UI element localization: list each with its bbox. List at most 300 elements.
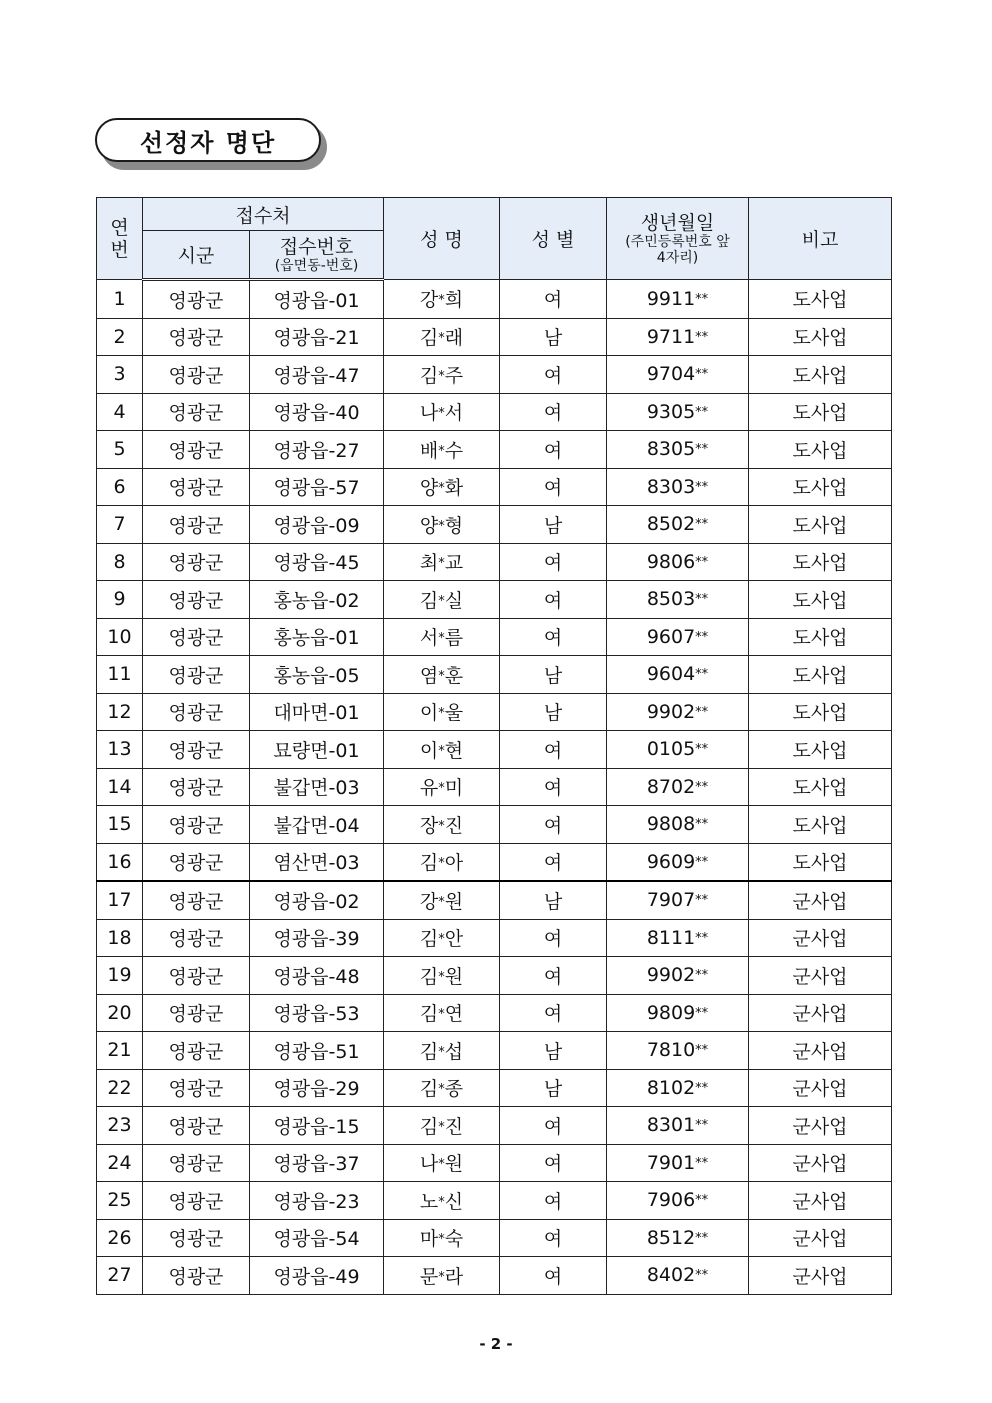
- name-first: 김: [419, 327, 439, 350]
- table-row: [97, 731, 892, 769]
- table-row: [97, 1144, 892, 1182]
- header-reception-group: 접수처: [143, 198, 384, 231]
- cell-reception-no: 불갑면-03: [250, 768, 384, 806]
- name-mask: *: [438, 481, 445, 497]
- birth-digits: 9704: [646, 363, 696, 386]
- birth-mask: **: [695, 817, 709, 833]
- table-row: [97, 318, 892, 356]
- name-last: 훈: [444, 664, 464, 687]
- cell-name: [384, 881, 500, 919]
- name-last: 안: [444, 928, 464, 951]
- birth-mask: **: [695, 367, 709, 383]
- cell-birth: [607, 581, 749, 619]
- name-first: 장: [419, 814, 439, 837]
- cell-gender: 남: [500, 506, 607, 544]
- birth-digits: 7810: [646, 1039, 696, 1062]
- cell-seq: 21: [97, 1032, 143, 1070]
- name-mask: *: [438, 1119, 445, 1135]
- cell-name: [384, 431, 500, 469]
- cell-birth: [607, 1182, 749, 1220]
- cell-gender: 남: [500, 1032, 607, 1070]
- birth-mask: **: [695, 930, 709, 946]
- birth-mask: **: [695, 629, 709, 645]
- birth-mask: **: [695, 1268, 709, 1284]
- cell-city-county: 영광군: [143, 693, 250, 731]
- birth-digits: 8502: [646, 513, 696, 536]
- cell-seq: 15: [97, 806, 143, 844]
- header-note: 비고: [749, 198, 892, 280]
- cell-gender: 여: [500, 768, 607, 806]
- page-number: - 2 -: [479, 1335, 513, 1353]
- cell-reception-no: 영광읍-21: [250, 318, 384, 356]
- birth-mask: **: [695, 854, 709, 870]
- name-last: 종: [444, 1078, 464, 1101]
- name-first: 김: [419, 1040, 439, 1063]
- cell-name: [384, 1219, 500, 1257]
- header-reception-no-label: 접수번호: [279, 235, 354, 258]
- cell-gender: 남: [500, 656, 607, 694]
- birth-mask: **: [695, 742, 709, 758]
- header-seq-line1: 연: [110, 216, 129, 239]
- header-reception-no: [250, 231, 384, 280]
- birth-digits: 7901: [646, 1151, 696, 1174]
- birth-digits: 9809: [646, 1001, 696, 1024]
- cell-seq: 26: [97, 1219, 143, 1257]
- birth-mask: **: [695, 1230, 709, 1246]
- header-name: 성 명: [384, 198, 500, 280]
- cell-note: 군사업: [749, 957, 892, 995]
- cell-gender: 남: [500, 318, 607, 356]
- cell-birth: [607, 656, 749, 694]
- cell-name: [384, 656, 500, 694]
- cell-reception-no: 영광읍-54: [250, 1219, 384, 1257]
- name-last: 현: [444, 739, 464, 762]
- name-last: 희: [444, 289, 464, 312]
- page-title: 선정자 명단: [95, 118, 321, 162]
- cell-city-county: 영광군: [143, 431, 250, 469]
- cell-city-county: 영광군: [143, 768, 250, 806]
- birth-mask: **: [695, 1193, 709, 1209]
- cell-birth: [607, 1069, 749, 1107]
- cell-seq: 11: [97, 656, 143, 694]
- cell-gender: 여: [500, 1219, 607, 1257]
- name-mask: *: [438, 331, 445, 347]
- selection-roster-table: [96, 197, 892, 1295]
- birth-digits: 9806: [646, 550, 696, 573]
- cell-seq: 23: [97, 1107, 143, 1145]
- header-birth: [607, 198, 749, 280]
- cell-reception-no: 영광읍-47: [250, 356, 384, 394]
- cell-gender: 여: [500, 1182, 607, 1220]
- birth-digits: 8512: [646, 1226, 696, 1249]
- table-row: [97, 543, 892, 581]
- table-row: [97, 393, 892, 431]
- cell-name: [384, 581, 500, 619]
- cell-note: 도사업: [749, 768, 892, 806]
- name-last: 진: [444, 1115, 464, 1138]
- name-last: 울: [444, 702, 464, 725]
- cell-birth: [607, 468, 749, 506]
- table-body: [97, 280, 892, 1295]
- birth-digits: 9911: [646, 287, 696, 310]
- name-last: 주: [444, 364, 464, 387]
- birth-mask: **: [695, 968, 709, 984]
- name-mask: *: [438, 969, 445, 985]
- cell-city-county: 영광군: [143, 881, 250, 919]
- birth-mask: **: [695, 779, 709, 795]
- cell-birth: [607, 919, 749, 957]
- cell-city-county: 영광군: [143, 656, 250, 694]
- cell-city-county: 영광군: [143, 1219, 250, 1257]
- birth-digits: 8301: [646, 1114, 696, 1137]
- birth-mask: **: [695, 329, 709, 345]
- cell-reception-no: 불갑면-04: [250, 806, 384, 844]
- cell-note: 군사업: [749, 1182, 892, 1220]
- name-mask: *: [438, 1044, 445, 1060]
- cell-city-county: 영광군: [143, 806, 250, 844]
- cell-name: [384, 731, 500, 769]
- table-row: [97, 1219, 892, 1257]
- name-first: 유: [419, 777, 439, 800]
- cell-seq: 5: [97, 431, 143, 469]
- cell-name: [384, 1182, 500, 1220]
- cell-note: 도사업: [749, 468, 892, 506]
- name-first: 이: [419, 739, 439, 762]
- cell-note: 도사업: [749, 318, 892, 356]
- cell-birth: [607, 957, 749, 995]
- cell-name: [384, 1032, 500, 1070]
- name-mask: *: [438, 631, 445, 647]
- cell-seq: 14: [97, 768, 143, 806]
- cell-birth: [607, 1144, 749, 1182]
- cell-note: 군사업: [749, 994, 892, 1032]
- header-gender: 성 별: [500, 198, 607, 280]
- name-first: 강: [419, 289, 439, 312]
- name-first: 양: [419, 514, 439, 537]
- name-first: 나: [419, 402, 439, 425]
- cell-seq: 19: [97, 957, 143, 995]
- cell-seq: 25: [97, 1182, 143, 1220]
- cell-city-county: 영광군: [143, 1144, 250, 1182]
- cell-name: [384, 768, 500, 806]
- cell-gender: 여: [500, 581, 607, 619]
- name-mask: *: [438, 668, 445, 684]
- cell-city-county: 영광군: [143, 994, 250, 1032]
- table-row: [97, 506, 892, 544]
- table-row: [97, 806, 892, 844]
- birth-digits: 8102: [646, 1076, 696, 1099]
- header-birth-label: 생년월일: [640, 211, 715, 234]
- table-row: [97, 693, 892, 731]
- cell-birth: [607, 768, 749, 806]
- cell-name: [384, 543, 500, 581]
- cell-gender: 여: [500, 1107, 607, 1145]
- cell-gender: 여: [500, 543, 607, 581]
- cell-name: [384, 618, 500, 656]
- name-first: 김: [419, 852, 439, 875]
- cell-gender: 남: [500, 693, 607, 731]
- name-first: 노: [419, 1190, 439, 1213]
- cell-birth: [607, 881, 749, 919]
- cell-name: [384, 1107, 500, 1145]
- cell-gender: 여: [500, 806, 607, 844]
- cell-seq: 16: [97, 843, 143, 881]
- cell-gender: 여: [500, 356, 607, 394]
- birth-mask: **: [695, 291, 709, 307]
- cell-city-county: 영광군: [143, 280, 250, 319]
- birth-mask: **: [695, 1118, 709, 1134]
- name-last: 름: [444, 627, 464, 650]
- name-last: 미: [444, 777, 464, 800]
- cell-note: 군사업: [749, 1032, 892, 1070]
- cell-seq: 27: [97, 1257, 143, 1295]
- cell-birth: [607, 506, 749, 544]
- birth-mask: **: [695, 479, 709, 495]
- cell-reception-no: 영광읍-27: [250, 431, 384, 469]
- name-mask: *: [438, 518, 445, 534]
- table-row: [97, 1182, 892, 1220]
- cell-reception-no: 영광읍-29: [250, 1069, 384, 1107]
- birth-mask: **: [695, 1080, 709, 1096]
- table-row: [97, 843, 892, 881]
- birth-digits: 8303: [646, 475, 696, 498]
- cell-city-county: 영광군: [143, 581, 250, 619]
- name-mask: *: [438, 1194, 445, 1210]
- cell-birth: [607, 393, 749, 431]
- cell-reception-no: 염산면-03: [250, 843, 384, 881]
- table-row: [97, 1107, 892, 1145]
- cell-seq: 10: [97, 618, 143, 656]
- birth-mask: **: [695, 893, 709, 909]
- header-seq-line2: 번: [110, 238, 129, 261]
- cell-reception-no: 영광읍-49: [250, 1257, 384, 1295]
- cell-name: [384, 957, 500, 995]
- cell-seq: 2: [97, 318, 143, 356]
- cell-note: 도사업: [749, 506, 892, 544]
- name-first: 김: [419, 928, 439, 951]
- table-row: [97, 280, 892, 319]
- cell-reception-no: 대마면-01: [250, 693, 384, 731]
- name-first: 나: [419, 1153, 439, 1176]
- table-row: [97, 1069, 892, 1107]
- table-row: [97, 881, 892, 919]
- cell-seq: 17: [97, 881, 143, 919]
- birth-digits: 8503: [646, 588, 696, 611]
- cell-name: [384, 919, 500, 957]
- cell-city-county: 영광군: [143, 506, 250, 544]
- cell-birth: [607, 618, 749, 656]
- cell-birth: [607, 1257, 749, 1295]
- birth-mask: **: [695, 554, 709, 570]
- cell-reception-no: 영광읍-45: [250, 543, 384, 581]
- table-row: [97, 581, 892, 619]
- cell-gender: 여: [500, 280, 607, 319]
- birth-digits: 0105: [646, 738, 696, 761]
- cell-reception-no: 영광읍-39: [250, 919, 384, 957]
- cell-city-county: 영광군: [143, 957, 250, 995]
- cell-note: 도사업: [749, 731, 892, 769]
- name-last: 숙: [444, 1228, 464, 1251]
- cell-city-county: 영광군: [143, 731, 250, 769]
- cell-note: 도사업: [749, 693, 892, 731]
- name-mask: *: [438, 1269, 445, 1285]
- name-last: 연: [444, 1003, 464, 1026]
- cell-note: 군사업: [749, 1257, 892, 1295]
- header-birth-sub-1: (주민등록번호 앞: [625, 233, 730, 250]
- name-mask: *: [438, 368, 445, 384]
- name-first: 양: [419, 477, 439, 500]
- cell-birth: [607, 318, 749, 356]
- cell-reception-no: 영광읍-01: [250, 280, 384, 319]
- birth-digits: 8111: [646, 926, 696, 949]
- header-city-county: 시군: [143, 231, 250, 280]
- birth-digits: 9305: [646, 400, 696, 423]
- birth-digits: 9808: [646, 813, 696, 836]
- name-mask: *: [438, 856, 445, 872]
- name-mask: *: [438, 1007, 445, 1023]
- cell-name: [384, 280, 500, 319]
- table-row: [97, 656, 892, 694]
- cell-reception-no: 영광읍-48: [250, 957, 384, 995]
- table-row: [97, 957, 892, 995]
- cell-reception-no: 영광읍-57: [250, 468, 384, 506]
- name-first: 김: [419, 1115, 439, 1138]
- cell-city-county: 영광군: [143, 843, 250, 881]
- table-row: [97, 468, 892, 506]
- cell-name: [384, 1144, 500, 1182]
- cell-name: [384, 318, 500, 356]
- name-last: 섭: [444, 1040, 464, 1063]
- birth-digits: 7907: [646, 889, 696, 912]
- birth-digits: 7906: [646, 1189, 696, 1212]
- name-last: 원: [444, 890, 464, 913]
- birth-digits: 8305: [646, 438, 696, 461]
- name-mask: *: [438, 593, 445, 609]
- name-first: 김: [419, 364, 439, 387]
- cell-name: [384, 1257, 500, 1295]
- cell-gender: 여: [500, 431, 607, 469]
- name-mask: *: [438, 406, 445, 422]
- cell-note: 군사업: [749, 1107, 892, 1145]
- name-last: 원: [444, 965, 464, 988]
- cell-gender: 여: [500, 919, 607, 957]
- birth-mask: **: [695, 1043, 709, 1059]
- cell-gender: 여: [500, 1257, 607, 1295]
- name-mask: *: [438, 1082, 445, 1098]
- name-mask: *: [438, 556, 445, 572]
- cell-reception-no: 영광읍-53: [250, 994, 384, 1032]
- birth-digits: 9607: [646, 625, 696, 648]
- name-last: 수: [444, 439, 464, 462]
- cell-note: 도사업: [749, 656, 892, 694]
- cell-seq: 4: [97, 393, 143, 431]
- cell-city-county: 영광군: [143, 468, 250, 506]
- table-row: [97, 431, 892, 469]
- birth-digits: 9902: [646, 964, 696, 987]
- cell-reception-no: 영광읍-37: [250, 1144, 384, 1182]
- table-row: [97, 618, 892, 656]
- cell-seq: 12: [97, 693, 143, 731]
- cell-name: [384, 693, 500, 731]
- birth-mask: **: [695, 704, 709, 720]
- name-mask: *: [438, 706, 445, 722]
- cell-name: [384, 506, 500, 544]
- cell-note: 도사업: [749, 843, 892, 881]
- birth-digits: 9604: [646, 663, 696, 686]
- birth-mask: **: [695, 1155, 709, 1171]
- cell-birth: [607, 1107, 749, 1145]
- cell-name: [384, 468, 500, 506]
- header-seq: [97, 198, 143, 280]
- name-first: 이: [419, 702, 439, 725]
- cell-birth: [607, 843, 749, 881]
- cell-name: [384, 843, 500, 881]
- cell-city-county: 영광군: [143, 618, 250, 656]
- name-last: 형: [444, 514, 464, 537]
- birth-digits: 8402: [646, 1264, 696, 1287]
- cell-note: 도사업: [749, 280, 892, 319]
- name-last: 교: [444, 552, 464, 575]
- name-last: 원: [444, 1153, 464, 1176]
- cell-gender: 여: [500, 994, 607, 1032]
- cell-seq: 22: [97, 1069, 143, 1107]
- cell-note: 군사업: [749, 1219, 892, 1257]
- name-first: 김: [419, 965, 439, 988]
- cell-reception-no: 영광읍-15: [250, 1107, 384, 1145]
- table-header: [97, 198, 892, 280]
- cell-seq: 24: [97, 1144, 143, 1182]
- cell-gender: 여: [500, 1144, 607, 1182]
- name-mask: *: [438, 894, 445, 910]
- cell-city-county: 영광군: [143, 1257, 250, 1295]
- cell-note: 도사업: [749, 618, 892, 656]
- name-last: 아: [444, 852, 464, 875]
- cell-gender: 여: [500, 618, 607, 656]
- name-last: 실: [444, 589, 464, 612]
- name-mask: *: [438, 743, 445, 759]
- cell-seq: 20: [97, 994, 143, 1032]
- cell-note: 도사업: [749, 581, 892, 619]
- cell-city-county: 영광군: [143, 318, 250, 356]
- cell-gender: 여: [500, 393, 607, 431]
- cell-name: [384, 356, 500, 394]
- birth-digits: 8702: [646, 775, 696, 798]
- cell-gender: 남: [500, 1069, 607, 1107]
- cell-gender: 여: [500, 731, 607, 769]
- cell-reception-no: 영광읍-23: [250, 1182, 384, 1220]
- name-mask: *: [438, 293, 445, 309]
- cell-reception-no: 묘량면-01: [250, 731, 384, 769]
- cell-city-county: 영광군: [143, 919, 250, 957]
- cell-name: [384, 393, 500, 431]
- cell-gender: 여: [500, 468, 607, 506]
- cell-note: 도사업: [749, 356, 892, 394]
- cell-name: [384, 806, 500, 844]
- cell-city-county: 영광군: [143, 393, 250, 431]
- cell-birth: [607, 356, 749, 394]
- cell-gender: 여: [500, 843, 607, 881]
- cell-reception-no: 영광읍-51: [250, 1032, 384, 1070]
- name-mask: *: [438, 818, 445, 834]
- cell-birth: [607, 731, 749, 769]
- name-first: 배: [419, 439, 439, 462]
- name-first: 서: [419, 627, 439, 650]
- name-mask: *: [438, 1232, 445, 1248]
- cell-city-county: 영광군: [143, 1032, 250, 1070]
- cell-reception-no: 영광읍-09: [250, 506, 384, 544]
- cell-city-county: 영광군: [143, 1182, 250, 1220]
- cell-gender: 남: [500, 881, 607, 919]
